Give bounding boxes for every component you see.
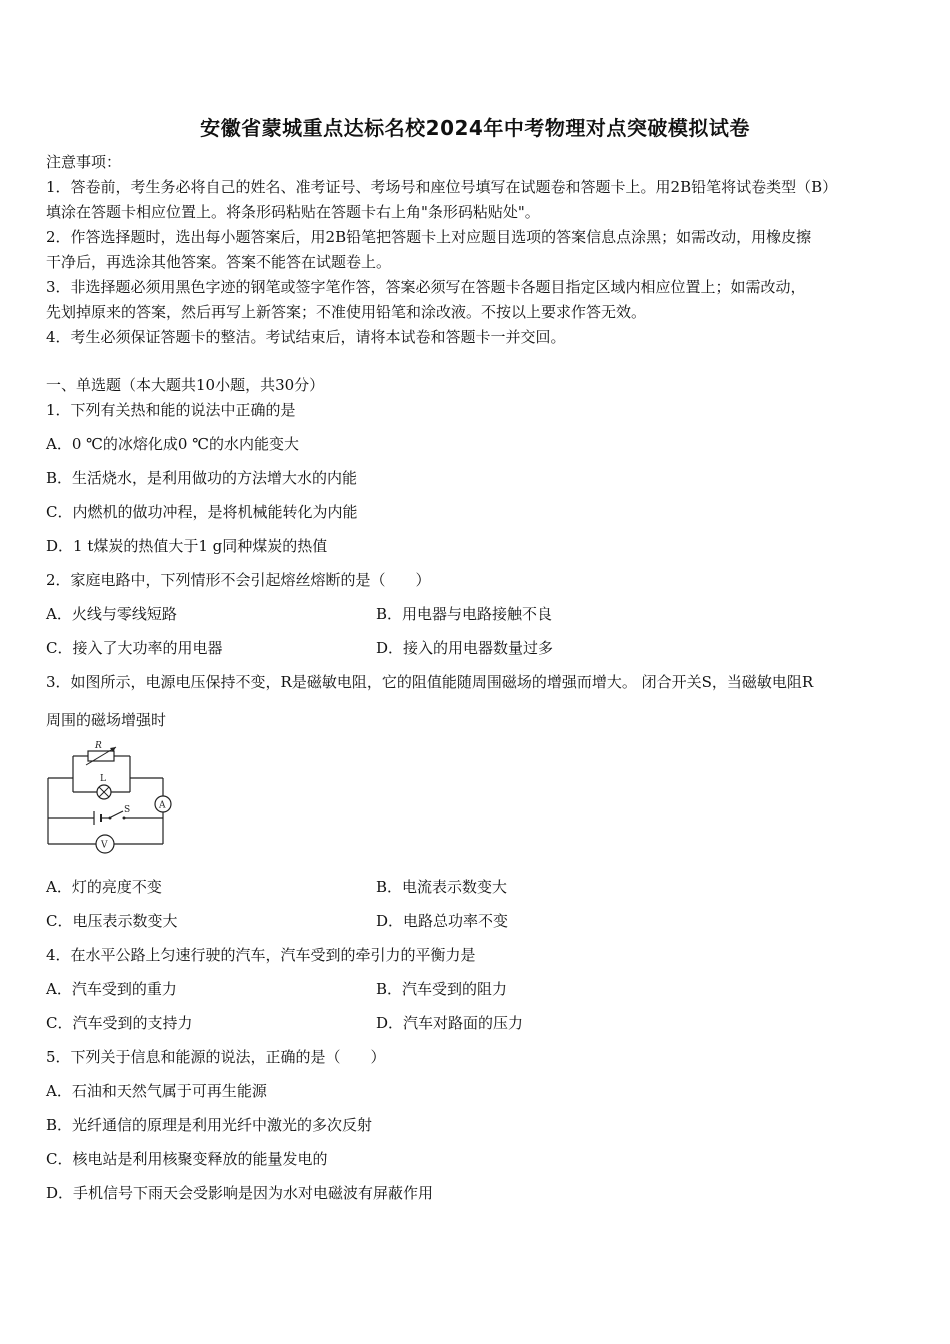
question-1-stem: 1．下列有关热和能的说法中正确的是: [46, 401, 296, 419]
question-5-option-d: D．手机信号下雨天会受影响是因为水对电磁波有屏蔽作用: [46, 1184, 434, 1202]
question-4-option-a: A．汽车受到的重力: [46, 980, 177, 998]
question-3-option-b: B．电流表示数变大: [376, 878, 508, 896]
notice-heading: 注意事项：: [46, 153, 122, 171]
question-2-option-c: C．接入了大功率的用电器: [46, 639, 223, 657]
voltmeter-v: [96, 835, 114, 853]
notice-line: 2．作答选择题时，选出每小题答案后，用2B铅笔把答题卡上对应题目选项的答案信息点涂黑；如需改动，用橡皮擦: [46, 228, 812, 246]
magnetoresistor-r: [86, 741, 116, 765]
question-5-option-b: B．光纤通信的原理是利用光纤中激光的多次反射: [46, 1116, 373, 1134]
question-4-option-c: C．汽车受到的支持力: [46, 1014, 193, 1032]
question-3-stem: 3．如图所示，电源电压保持不变，R是磁敏电阻，它的阻值能随周围磁场的增强而增大。 闭合开关S，当磁敏电阻R: [46, 673, 814, 691]
battery: [94, 811, 101, 825]
question-3-stem-continued: 周围的磁场增强时: [46, 711, 167, 729]
switch-s: [109, 805, 131, 820]
question-5-stem: 5．下列关于信息和能源的说法，正确的是（ ）: [46, 1048, 386, 1066]
question-3-option-c: C．电压表示数变大: [46, 912, 178, 930]
question-1-option-c: C．内燃机的做功冲程，是将机械能转化为内能: [46, 503, 358, 521]
question-3-option-d: D．电路总功率不变: [376, 912, 509, 930]
question-1-option-d: D．1 t煤炭的热值大于1 g同种煤炭的热值: [46, 537, 328, 555]
v-label: V: [101, 840, 108, 851]
question-5-option-c: C．核电站是利用核聚变释放的能量发电的: [46, 1150, 328, 1168]
question-4-stem: 4．在水平公路上匀速行驶的汽车，汽车受到的牵引力的平衡力是: [46, 946, 476, 964]
l-label: L: [100, 774, 106, 784]
notice-line: 填涂在答题卡相应位置上。将条形码粘贴在答题卡右上角"条形码粘贴处"。: [46, 203, 540, 221]
r-label: R: [95, 741, 102, 751]
page-title: 安徽省蒙城重点达标名校2024年中考物理对点突破模拟试卷: [200, 116, 750, 140]
circuit-diagram: [38, 740, 188, 858]
question-1-option-a: A．0 ℃的冰熔化成0 ℃的水内能变大: [46, 435, 300, 453]
section-heading: 一、单选题（本大题共10小题，共30分）: [46, 376, 325, 394]
notice-line: 先划掉原来的答案，然后再写上新答案；不准使用铅笔和涂改液。不按以上要求作答无效。: [46, 303, 647, 321]
ammeter-a: [155, 796, 171, 812]
notice-line: 1．答卷前，考生务必将自己的姓名、准考证号、考场号和座位号填写在试题卷和答题卡上。用2B铅笔将试卷类型（B）: [46, 178, 838, 196]
question-2-stem: 2．家庭电路中，下列情形不会引起熔丝熔断的是（ ）: [46, 571, 431, 589]
question-5-option-a: A．石油和天然气属于可再生能源: [46, 1082, 267, 1100]
question-1-option-b: B．生活烧水，是利用做功的方法增大水的内能: [46, 469, 358, 487]
a-label: A: [159, 800, 166, 811]
notice-line: 4．考生必须保证答题卡的整洁。考试结束后，请将本试卷和答题卡一并交回。: [46, 328, 566, 346]
question-2-option-a: A．火线与零线短路: [46, 605, 177, 623]
question-4-option-b: B．汽车受到的阻力: [376, 980, 508, 998]
lamp-l: [97, 774, 111, 799]
s-label: S: [124, 805, 131, 815]
question-4-option-d: D．汽车对路面的压力: [376, 1014, 524, 1032]
question-2-option-d: D．接入的用电器数量过多: [376, 639, 554, 657]
question-3-option-a: A．灯的亮度不变: [46, 878, 162, 896]
question-2-option-b: B．用电器与电路接触不良: [376, 605, 553, 623]
notice-line: 3．非选择题必须用黑色字迹的钢笔或签字笔作答，答案必须写在答题卡各题目指定区域内相应位置上；如需改动，: [46, 278, 806, 296]
notice-line: 干净后，再选涂其他答案。答案不能答在试题卷上。: [46, 253, 392, 271]
